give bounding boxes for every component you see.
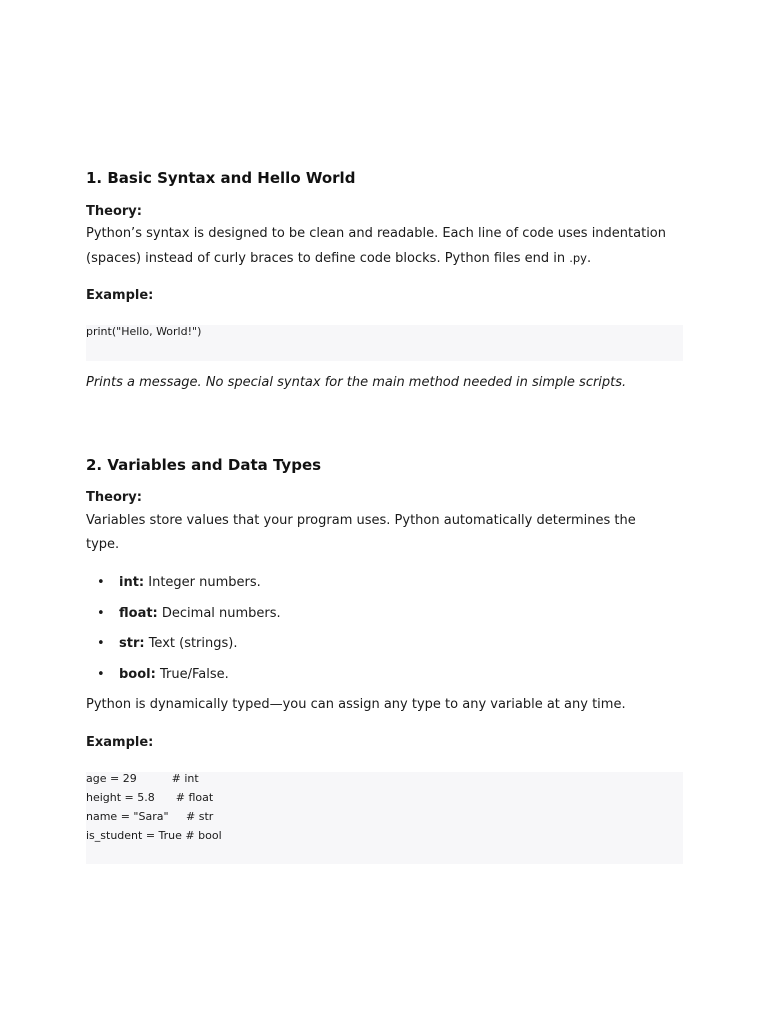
section-1-theory-text-start: Python’s syntax is designed to be clean and readable. Each line of code uses indentation (spaces) instead of curly braces to define code blocks. Python files end in xyxy=(86,226,666,266)
code-line: age = 29 # int xyxy=(86,772,199,785)
bullet-icon: • xyxy=(97,636,105,651)
code-line: name = "Sara" # str xyxy=(86,810,214,823)
type-term: int: xyxy=(119,575,145,590)
section-1-theory-text xyxy=(86,222,683,271)
data-types-list xyxy=(86,573,683,695)
bullet-icon: • xyxy=(97,575,105,590)
section-1-theory-label: Theory: xyxy=(86,204,142,219)
type-term: float: xyxy=(119,605,158,621)
list-item-float xyxy=(86,604,683,635)
section-1-title: 1. Basic Syntax and Hello World xyxy=(86,169,356,187)
section-2-theory-text: Variables store values that your program uses. Python automatically determines the type. xyxy=(86,513,636,552)
code-line: is_student = True # bool xyxy=(86,829,222,842)
section-2-code-block xyxy=(86,772,683,864)
code-line: height = 5.8 # float xyxy=(86,791,214,804)
type-description: True/False. xyxy=(155,666,229,682)
section-2-example-label: Example: xyxy=(86,735,154,750)
type-description: Decimal numbers. xyxy=(157,605,281,621)
list-item-str xyxy=(86,634,683,665)
bullet-icon: • xyxy=(97,666,105,682)
section-1-note: Prints a message. No special syntax for the main method needed in simple scripts. xyxy=(86,375,627,390)
bullet-icon: • xyxy=(97,605,105,621)
section-1-example-label: Example: xyxy=(86,288,154,303)
type-term: bool: xyxy=(119,666,156,682)
type-description: Text (strings). xyxy=(144,636,238,651)
dynamic-typing-text: Python is dynamically typed—you can assign any type to any variable at any time. xyxy=(86,697,626,712)
list-item-int xyxy=(86,573,683,604)
section-1-code-block xyxy=(86,325,683,361)
code-line: print("Hello, World!") xyxy=(86,325,202,338)
type-term: str: xyxy=(119,636,145,651)
section-2-theory-label: Theory: xyxy=(86,490,142,505)
list-item-bool xyxy=(86,665,683,696)
section-1-theory-text-end: . xyxy=(586,251,592,266)
file-extension-code: .py xyxy=(569,251,587,265)
section-2-title: 2. Variables and Data Types xyxy=(86,456,322,474)
type-description: Integer numbers. xyxy=(144,575,261,590)
